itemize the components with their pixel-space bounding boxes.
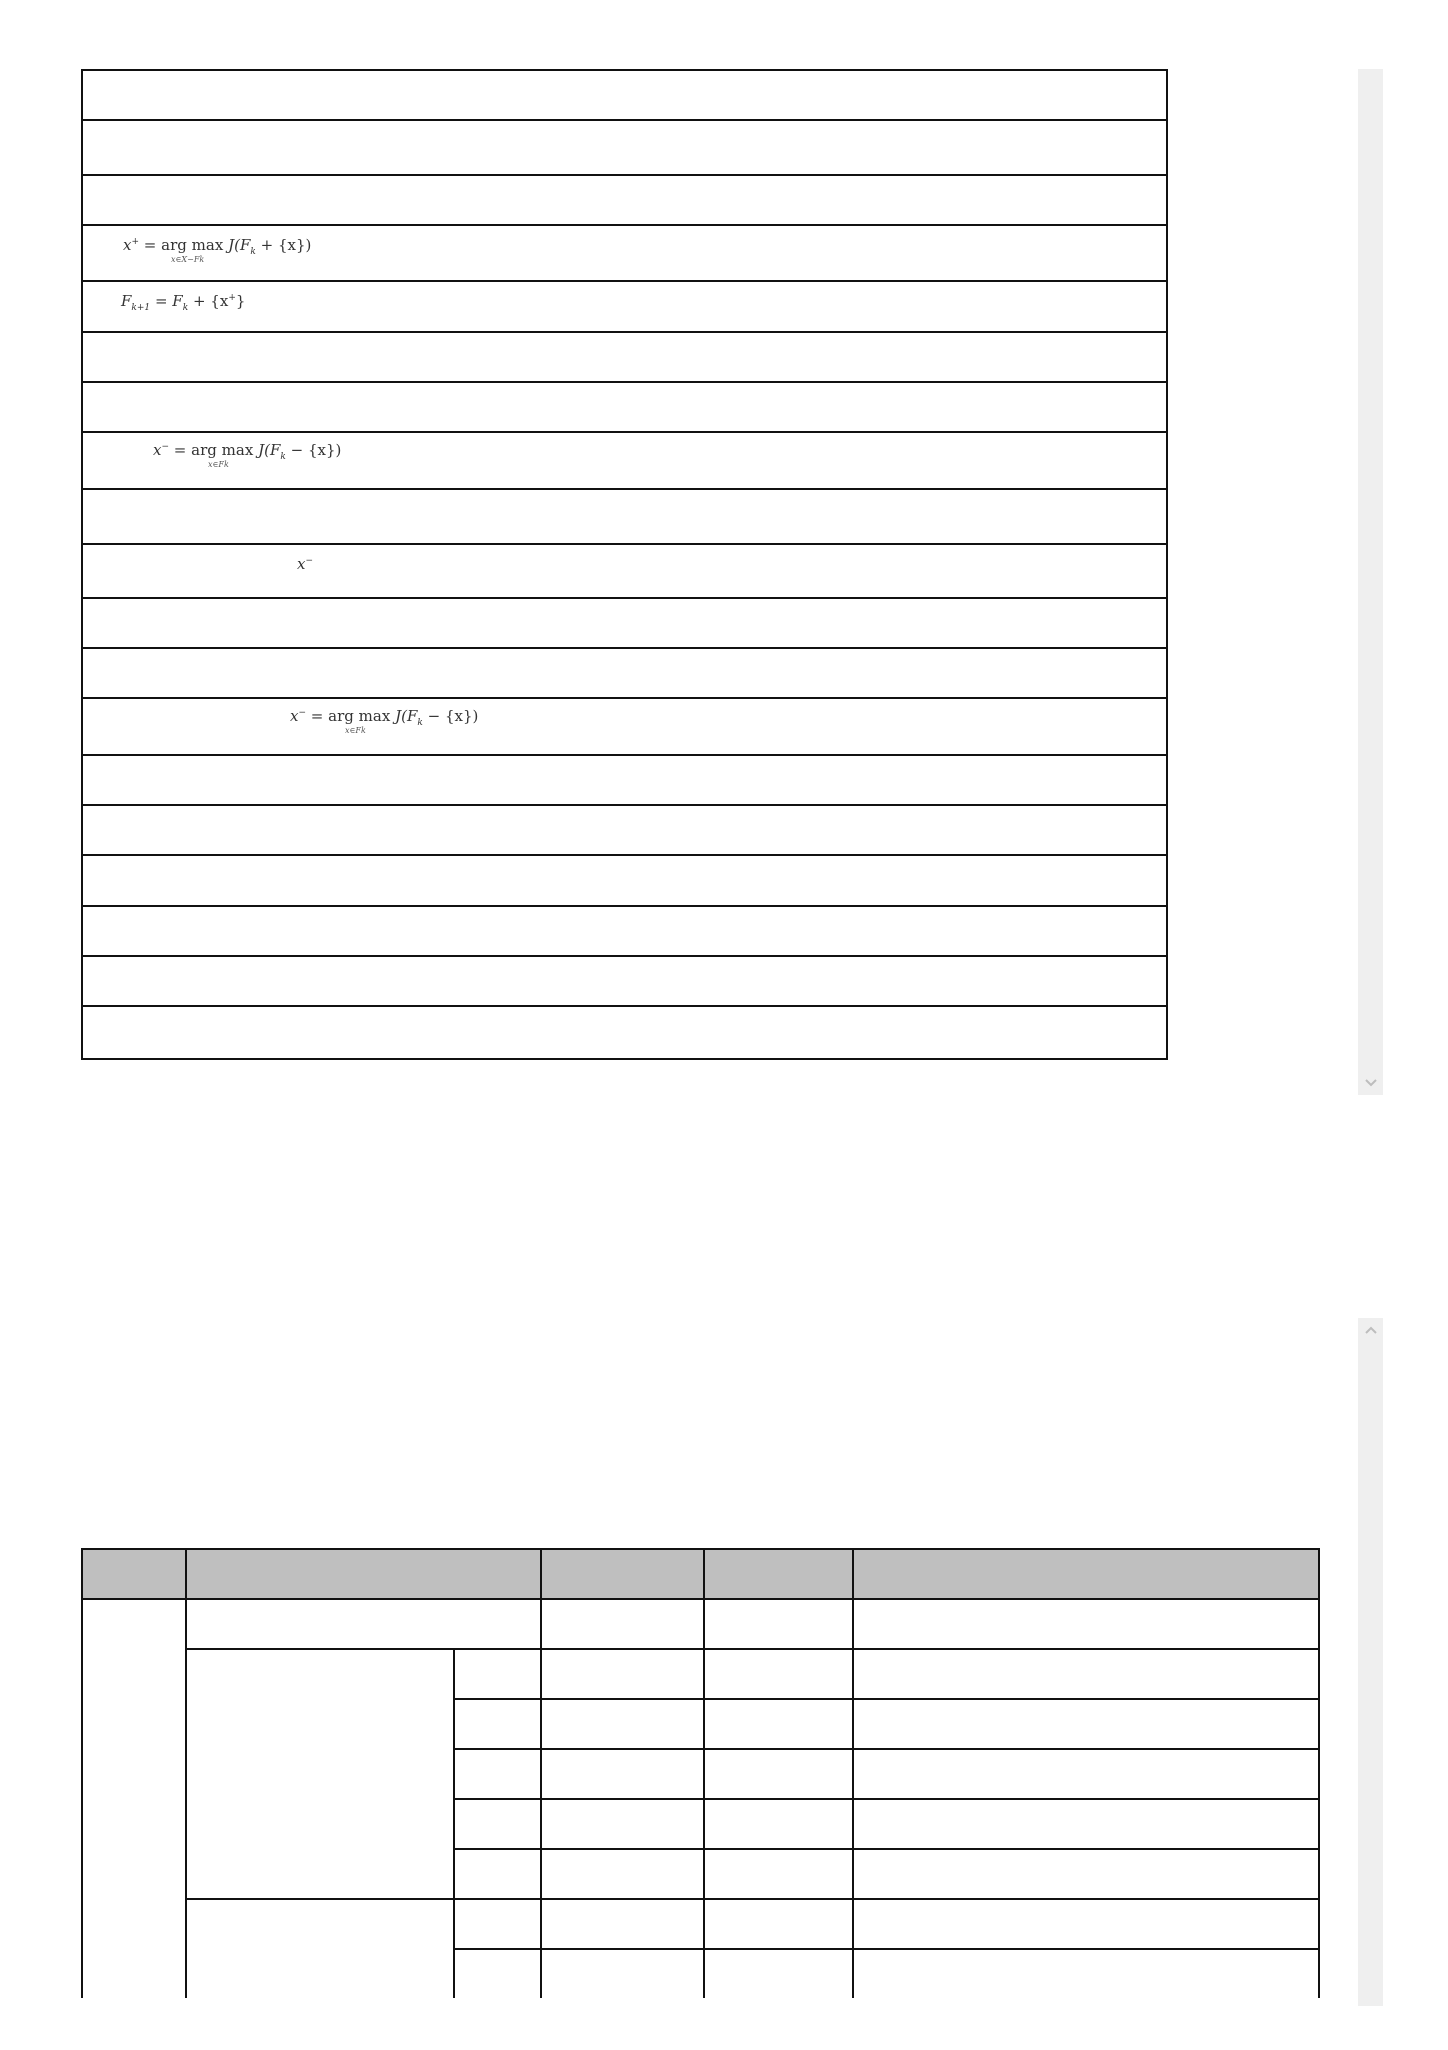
- table-cell: [541, 1849, 704, 1899]
- subgroup-cell: [186, 1649, 454, 1899]
- chevron-up-icon[interactable]: [1358, 1320, 1383, 1340]
- table-cell: [704, 1599, 853, 1649]
- table-cell: [704, 1799, 853, 1849]
- chevron-down-icon[interactable]: [1358, 1073, 1383, 1093]
- group-cell: [82, 1599, 186, 1998]
- table-header-row: [82, 1549, 1319, 1599]
- table-cell: [454, 1799, 541, 1849]
- table-cell: [853, 1949, 1319, 1998]
- table-cell: [454, 1849, 541, 1899]
- table-cell: [704, 1899, 853, 1949]
- table-cell: [541, 1799, 704, 1849]
- table-cell: [704, 1949, 853, 1998]
- subgroup-cell: [186, 1899, 454, 1998]
- table-row: [82, 598, 1167, 648]
- table-cell: [454, 1899, 541, 1949]
- header-cell: [186, 1549, 541, 1599]
- table-cell: [541, 1749, 704, 1799]
- header-cell: [541, 1549, 704, 1599]
- table-cell: [853, 1799, 1319, 1849]
- formula-update-set: $F_{k+1} = F_k + \{x^+\}$: [121, 292, 246, 313]
- table-row: [82, 1599, 1319, 1649]
- table-cell: [853, 1649, 1319, 1699]
- header-cell: [704, 1549, 853, 1599]
- table-cell: [454, 1699, 541, 1749]
- table-cell: [186, 1599, 541, 1649]
- table-row: [82, 70, 1167, 120]
- table-row: [82, 382, 1167, 432]
- formula-backward-select: x− = arg $\max J(F_k - \{x\})$ x∈Fk: [153, 441, 342, 469]
- header-cell: [853, 1549, 1319, 1599]
- table-cell: [541, 1649, 704, 1699]
- table-cell: [853, 1749, 1319, 1799]
- table-cell: [853, 1699, 1319, 1749]
- formula-backward-select-2: x− = arg $\max J(F_k - \{x\})$ x∈Fk: [290, 707, 479, 735]
- table-cell: [704, 1749, 853, 1799]
- table-cell: [704, 1849, 853, 1899]
- algorithm-table: [81, 69, 1168, 1060]
- formula-x-minus: x−: [297, 555, 314, 573]
- table-row: [82, 544, 1167, 598]
- table-cell: [541, 1899, 704, 1949]
- table-row: [82, 175, 1167, 225]
- table-row: [82, 432, 1167, 489]
- table-row: [82, 1649, 1319, 1699]
- table-cell: [853, 1599, 1319, 1649]
- header-cell: [82, 1549, 186, 1599]
- table-cell: [704, 1649, 853, 1699]
- table-row: [82, 805, 1167, 855]
- table-row: [82, 906, 1167, 956]
- table-row: [82, 956, 1167, 1006]
- table-row: [82, 648, 1167, 698]
- table-cell: [853, 1849, 1319, 1899]
- table-row: [82, 1899, 1319, 1949]
- table-row: [82, 855, 1167, 906]
- table-row: [82, 698, 1167, 755]
- table-row: [82, 120, 1167, 175]
- lower-scrollbar[interactable]: [1358, 1318, 1383, 2006]
- table-row: [82, 332, 1167, 382]
- table-cell: [541, 1699, 704, 1749]
- table-cell: [541, 1599, 704, 1649]
- upper-scrollbar[interactable]: [1358, 69, 1383, 1095]
- table-row: [82, 1006, 1167, 1059]
- table-cell: [853, 1899, 1319, 1949]
- formula-forward-select: x+ = arg $\max J(F_k + \{x\})$ x∈X−Fk: [123, 236, 312, 264]
- data-table: [81, 1548, 1320, 1998]
- table-cell: [454, 1649, 541, 1699]
- table-row: [82, 281, 1167, 332]
- table-cell: [454, 1749, 541, 1799]
- table-cell: [454, 1949, 541, 1998]
- table-row: [82, 225, 1167, 281]
- table-cell: [541, 1949, 704, 1998]
- table-row: [82, 755, 1167, 805]
- table-cell: [704, 1699, 853, 1749]
- table-row: [82, 489, 1167, 544]
